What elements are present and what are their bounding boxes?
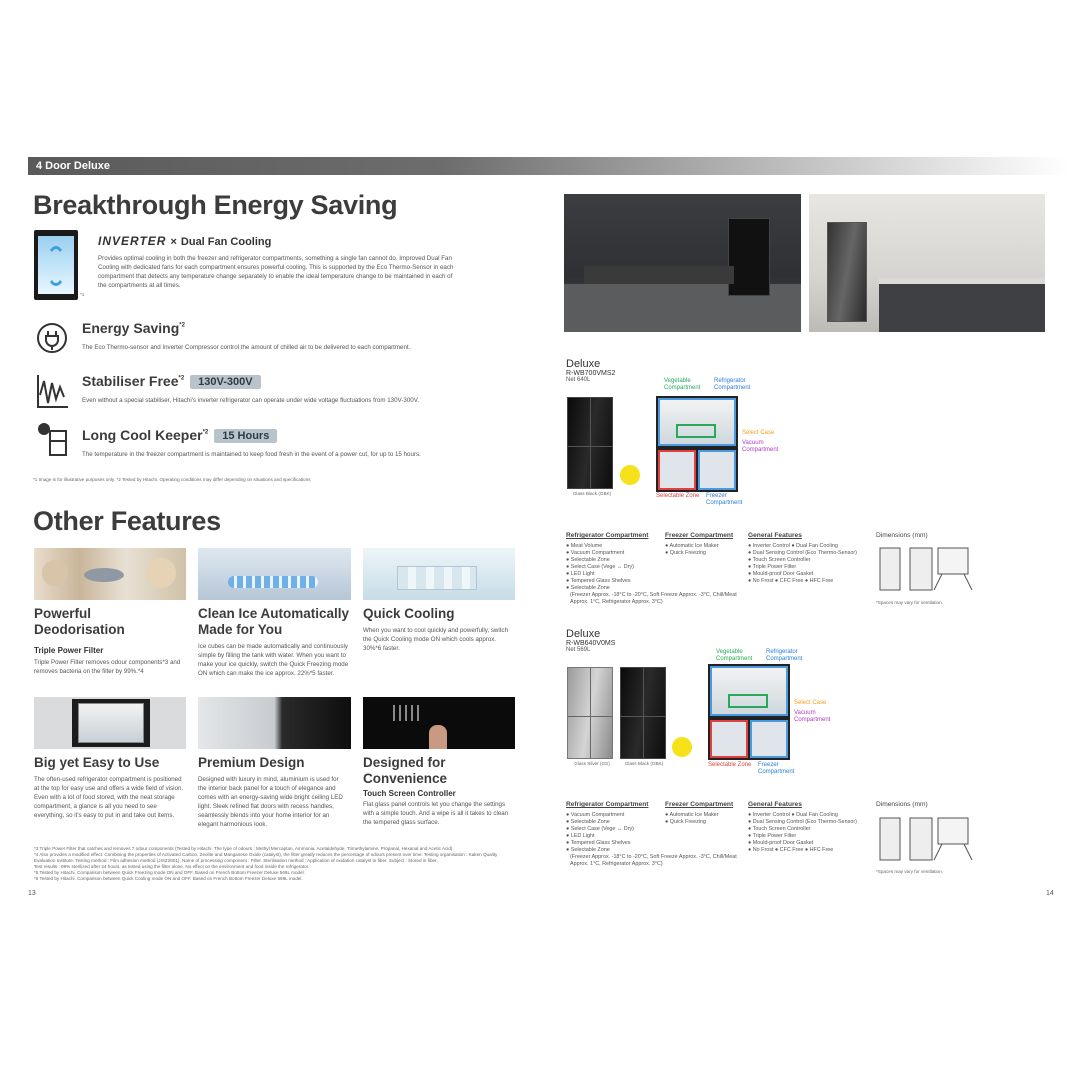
list-item: ● Triple Power Filter <box>748 564 797 570</box>
spec-header: Dimensions (mm) <box>876 532 928 539</box>
deodorisation-photo <box>34 548 186 600</box>
model-1-dims-note: *Spaces may vary for ventilation. <box>876 600 943 605</box>
feature-2-desc: Ice cubes can be made automatically and continuously simple by filling the tank with water. When you want to make your ice quickly, switch the Quick Freezing mode ON which can make the ice approx. 22%*5 faster. <box>198 643 349 677</box>
inverter-connector: × <box>170 236 177 248</box>
list-item: ● Dual Sensing Control (Eco Thermo-Sensor) <box>748 819 857 825</box>
model-1-refrigerator-list <box>566 543 658 592</box>
list-item: ● No Frost ● CFC Free ● HFC Free <box>748 578 834 584</box>
label-refrigerator: Refrigerator Compartment <box>766 649 803 662</box>
energy-rating-badge <box>672 737 692 757</box>
energy-title: Energy Saving <box>82 320 180 336</box>
energy-rating-badge <box>620 465 640 485</box>
list-item: ● Selectable Zone <box>566 585 610 591</box>
kitchen-dark-photo <box>564 194 801 332</box>
other-features-heading: Other Features <box>33 506 221 536</box>
inverter-desc: Provides optimal cooling in both the freezer and refrigerator compartments, something a single fan cannot do. Improved Dual Fan Cooling with dedicated fans for each compartment ensures powerful cooling. This is supported by the Eco Thermo-Sensor in each compartment that detects any temperature change separately to enable the ideal temperature change to be maintained in each of the compartments at all times. <box>98 255 454 289</box>
feature-6-title: Designed for Convenience <box>363 755 448 786</box>
keeper-title-row <box>82 427 277 445</box>
model-2-code: R-WB640V0MS <box>566 640 616 647</box>
list-item: ● Quick Freezing <box>665 819 707 825</box>
label-vacuum: Vacuum Compartment <box>794 710 831 723</box>
model-1-capacity: Net 640L <box>566 377 591 383</box>
list-item: ● Tempered Glass Shelves <box>566 578 631 584</box>
footnote: *6 Tested by Hitachi. Comparison between Quick Cooling mode ON and OFF. Based on French Bottom Freezer Deluxe 569L model. <box>34 876 303 881</box>
stabiliser-title-row <box>82 373 261 391</box>
footnotes <box>34 846 514 882</box>
model-1-code: R-WB700VMS2 <box>566 370 616 377</box>
label-vacuum: Vacuum Compartment <box>742 440 779 453</box>
keeper-sup: *2 <box>202 429 209 436</box>
energy-footnote: *1 Image is for illustrative purposes only. *2 Tested by Hitachi. Operating conditions may differ depending on situations and specifications <box>33 477 311 482</box>
touch-panel-photo <box>363 697 515 749</box>
list-item: ● No Frost ● CFC Free ● HFC Free <box>748 847 834 853</box>
feature-3-title: Quick Cooling <box>363 606 455 621</box>
list-item: ● Vacuum Compartment <box>566 812 625 818</box>
model-1-interior <box>656 396 738 492</box>
feature-4-title: Big yet Easy to Use <box>34 755 160 770</box>
list-item: ● Vacuum Compartment <box>566 550 625 556</box>
inverter-brand: INVERTER <box>98 234 167 248</box>
spec-header: General Features <box>748 532 802 539</box>
spec-header: Refrigerator Compartment <box>566 532 649 539</box>
list-item: ● Selectable Zone <box>566 819 610 825</box>
power-cut-fridge-icon <box>36 421 70 457</box>
model-2-general-list <box>748 812 866 854</box>
premium-design-photo <box>198 697 351 749</box>
list-item: ● Select Case (Vege ↔ Dry) <box>566 564 634 570</box>
energy-desc: The Eco Thermo-sensor and Inverter Compressor control the amount of chilled air to be delivered to each compartment. <box>82 344 411 351</box>
model-1-series: Deluxe <box>566 358 601 370</box>
keeper-title: Long Cool Keeper <box>82 427 203 443</box>
kitchen-light-photo <box>809 194 1045 332</box>
label-selectable: Selectable Zone <box>656 493 700 499</box>
model-1-zone-note: (Freezer Approx. -18°C to -20°C, Soft Freeze Approx. -3°C, Chill/Meat Approx. 1°C, Refrigerator Approx. 3°C) <box>570 592 737 605</box>
model-2-fridge-silver <box>567 667 613 759</box>
spec-header: Refrigerator Compartment <box>566 801 649 808</box>
label-freezer: Freezer Compartment <box>706 493 743 506</box>
feature-4-desc: The often-used refrigerator compartment is positioned at the top for easy use and offers a wide field of vision. Even with a lot of food stored, with the neat storage compartment, a glance is all you need to see everything, so it's easy to put in and take out items. <box>34 776 184 819</box>
footnote: *3 Triple Power Filter that catches and removes 7 odour components (Tested by Hitachi. The type of odours : Methyl Mercaptan, Ammonia, Acetaldehyde, Trimethylamine, Propanal, Hexanal and Acetic Acid) <box>34 846 453 851</box>
model-2-fridge-black <box>620 667 666 759</box>
list-item: ● Dual Sensing Control (Eco Thermo-Sensor) <box>748 550 857 556</box>
list-item: ● Selectable Zone <box>566 847 610 853</box>
label-selectable: Selectable Zone <box>708 762 752 768</box>
model-1-general-list <box>748 543 866 585</box>
model-1-dimensions-diagram <box>876 544 976 598</box>
feature-3-desc: When you want to cool quickly and powerfully, switch the Quick Cooling mode ON which cools approx. 30%*6 faster. <box>363 627 509 652</box>
model-1-freezer-list <box>665 543 745 557</box>
feature-1-title: Powerful Deodorisation <box>34 606 125 637</box>
model-2-freezer-list <box>665 812 745 826</box>
page-heading: Breakthrough Energy Saving <box>33 190 398 220</box>
label-freezer: Freezer Compartment <box>758 762 795 775</box>
label-vegetable: Vegetable Compartment <box>716 649 753 662</box>
energy-title-row <box>82 320 185 338</box>
list-item: ● LED Light <box>566 833 595 839</box>
banner-title: 4 Door Deluxe <box>36 160 110 172</box>
model-1-fridge-black <box>567 397 613 489</box>
model-2-zone-note: (Freezer Approx. -18°C to -20°C, Soft Freeze Approx. -3°C, Chill/Meat Approx. 1°C, Refrigerator Approx. 3°C) <box>570 854 737 867</box>
model-1-color-label: Glass Black (GBK) <box>572 491 612 496</box>
ice-maker-photo <box>198 548 351 600</box>
voltage-wave-icon <box>36 373 70 409</box>
list-item: ● Quick Freezing <box>665 550 707 556</box>
stabiliser-desc: Even without a special stabiliser, Hitachi's inverter refrigerator can operate under wide voltage fluctuations from 130V-300V. <box>82 397 419 404</box>
feature-5-title: Premium Design <box>198 755 305 770</box>
feature-1-desc: Triple Power Filter removes odour components*3 and removes bacteria on the filter by 99%.*4 <box>34 659 181 675</box>
model-1-header <box>566 358 615 383</box>
model-2-series: Deluxe <box>566 628 601 640</box>
big-easy-photo <box>34 697 186 749</box>
spec-header: Freezer Compartment <box>665 801 734 808</box>
feature-5-desc: Designed with luxury in mind, aluminium is used for the interior back panel for a touch of elegance and comes with an energy-saving wide bright ceiling LED light. Sleek refined flat doors with recess handles, seamlessly blends into your home interior for an elegant harmonious look. <box>198 776 343 828</box>
keeper-desc: The temperature in the freezer compartment is maintained to keep food fresh in the event of a power cut, for up to 15 hours. <box>82 451 421 458</box>
energy-sup: *2 <box>179 322 185 329</box>
quick-cooling-photo <box>363 548 515 600</box>
feature-1-sub: Triple Power Filter <box>34 646 104 655</box>
list-item: ● Touch Screen Controller <box>748 557 811 563</box>
list-item: ● Select Case (Vege ↔ Dry) <box>566 826 634 832</box>
feature-6-desc: Flat glass panel controls let you change the settings with a simple touch. And a wipe is all it takes to clean the tempered glass surface. <box>363 801 509 826</box>
inverter-heading <box>98 234 271 248</box>
list-item: ● Selectable Zone <box>566 557 610 563</box>
spec-header: General Features <box>748 801 802 808</box>
model-2-color-label: Glass Black (GBK) <box>624 761 664 766</box>
model-2-color-label: Glass Silver (GS) <box>574 761 610 766</box>
feature-2-title: Clean Ice Automatically Made for You <box>198 606 350 637</box>
feature-6-sub: Touch Screen Controller <box>363 789 456 798</box>
list-item: ● Inverter Control ● Dual Fan Cooling <box>748 812 838 818</box>
footnote: Test results : 99% sterilized after 24 hours, as tested using the filter alone. No effect on the environment and food inside the refrigerator. <box>34 864 310 869</box>
illustration-note: *1 <box>80 292 85 297</box>
voltage-badge: 130V-300V <box>190 375 260 389</box>
list-item: ● Mould-proof Door Gasket <box>748 840 814 846</box>
list-item: ● Mould-proof Door Gasket <box>748 571 814 577</box>
page-number-right: 14 <box>1046 890 1054 897</box>
list-item: ● Inverter Control ● Dual Fan Cooling <box>748 543 838 549</box>
list-item: ● Automatic Ice Maker <box>665 812 719 818</box>
list-item: ● Tempered Glass Shelves <box>566 840 631 846</box>
label-select-case: Select Case <box>794 700 827 706</box>
footnote: *5 Tested by Hitachi. Comparison between Quick Freezing mode ON and OFF. Based on French Bottom Freezer Deluxe 569L model. <box>34 870 305 875</box>
list-item: ● Triple Power Filter <box>748 833 797 839</box>
page-number-left: 13 <box>28 890 36 897</box>
list-item: ● Touch Screen Controller <box>748 826 811 832</box>
stabiliser-title: Stabiliser Free <box>82 373 179 389</box>
model-2-dims-note: *Spaces may vary for ventilation. <box>876 869 943 874</box>
fridge-illustration <box>34 230 78 300</box>
list-item: ● Automatic Ice Maker <box>665 543 719 549</box>
model-2-refrigerator-list <box>566 812 658 854</box>
section-banner <box>28 157 1068 175</box>
stabiliser-sup: *2 <box>178 375 185 382</box>
list-item: ● LED Light <box>566 571 595 577</box>
energy-plug-icon <box>36 322 68 354</box>
model-2-interior <box>708 664 790 760</box>
model-2-capacity: Net 569L <box>566 647 591 653</box>
model-2-dimensions-diagram <box>876 814 976 868</box>
inverter-title: Dual Fan Cooling <box>180 236 272 248</box>
model-2-header <box>566 628 615 653</box>
hours-badge: 15 Hours <box>214 429 277 443</box>
label-refrigerator: Refrigerator Compartment <box>714 378 751 391</box>
spec-header: Freezer Compartment <box>665 532 734 539</box>
list-item: ● Meat Volume <box>566 543 603 549</box>
footnote: *4 Also provides a modified effect. Combining the properties of Activated Carbon, Zeolite and Manganese Oxide (catalyst), the filter greatly reduces the percentage of odours present over time. Testing organisation : Kaken Quality Evaluation Institute. Testing method : Film adhesion method (JISZ2801). Name of processing component : Filter. Sterilisation method : Application of oxidation catalyst to fiber. Subject : Stored in fiber. <box>34 852 498 863</box>
spec-header: Dimensions (mm) <box>876 801 928 808</box>
label-select-case: Select Case <box>742 430 775 436</box>
label-vegetable: Vegetable Compartment <box>664 378 701 391</box>
